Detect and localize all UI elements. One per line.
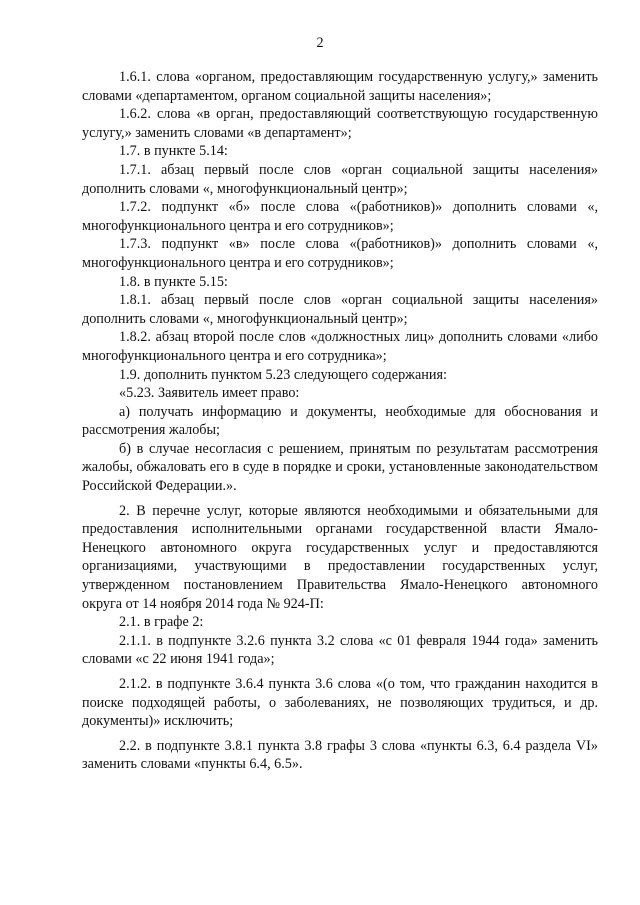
page-number: 2 <box>316 35 324 51</box>
paragraph-2-2: 2.2. в подпункте 3.8.1 пункта 3.8 графы 3 слова «пункты 6.3, 6.4 раздела VI» заменить словами «пункты 6.4, 6.5». <box>82 737 598 773</box>
paragraph-1-8-1: 1.8.1. абзац первый после слов «орган социальной защиты населения» дополнить словами «, многофункциональный центр»; <box>82 292 598 327</box>
paragraph-1-6-2: 1.6.2. слова «в орган, предоставляющий соответствующую государственную услугу,» заменить словами «в департамент»; <box>82 106 598 141</box>
paragraph-1-7-2: 1.7.2. подпункт «б» после слова «(работников)» дополнить словами «, многофункционального центра и его сотрудников»; <box>82 199 598 234</box>
paragraph-1-7-1: 1.7.1. абзац первый после слов «орган социальной защиты населения» дополнить словами «, многофункциональный центр»; <box>82 161 598 197</box>
paragraph-5-23: «5.23. Заявитель имеет право: <box>119 385 300 402</box>
paragraph-item-b: б) в случае несогласия с решением, принятым по результатам рассмотрения жалобы, обжаловать его в суде в порядке и сроки, установленные законодательством Российской Федерации.». <box>82 440 598 495</box>
paragraph-1-8-2: 1.8.2. абзац второй после слов «должностных лиц» дополнить словами «либо многофункционального центра и его сотрудника»; <box>82 329 598 364</box>
paragraph-2: 2. В перечне услуг, которые являются необходимыми и обязательными для предоставления исполнительными органами государственной власти Ямало-Ненецкого автономного округа государственных услуг и предоставляются организациями, участвующими в предоставлении государственных услуг, утвержденном постановлением Правительства Ямало-Ненецкого автономного округа от 14 ноября 2014 года № 924-П: <box>82 502 598 612</box>
paragraph-2-1-2: 2.1.2. в подпункте 3.6.4 пункта 3.6 слова «(о том, что гражданин находится в поиске подходящей работы, о заболеваниях, не позволяющих трудиться, и др. документы)» исключить; <box>82 676 598 730</box>
paragraph-2-1: 2.1. в графе 2: <box>119 614 204 631</box>
paragraph-1-6-1: 1.6.1. слова «органом, предоставляющим государственную услугу,» заменить словами «департаментом, органом социальной защиты населения»; <box>82 69 598 104</box>
paragraph-2-1-1: 2.1.1. в подпункте 3.2.6 пункта 3.2 слова «с 01 февраля 1944 года» заменить словами «с 22 июня 1941 года»; <box>82 632 598 668</box>
paragraph-1-8: 1.8. в пункте 5.15: <box>119 273 228 290</box>
paragraph-1-7-3: 1.7.3. подпункт «в» после слова «(работников)» дополнить словами «, многофункционального центра и его сотрудников»; <box>82 236 598 271</box>
paragraph-1-7: 1.7. в пункте 5.14: <box>119 143 228 160</box>
paragraph-item-a: а) получать информацию и документы, необходимые для обоснования и рассмотрения жалобы; <box>82 403 598 439</box>
paragraph-1-9: 1.9. дополнить пунктом 5.23 следующего содержания: <box>119 366 447 383</box>
document-body <box>82 68 598 774</box>
